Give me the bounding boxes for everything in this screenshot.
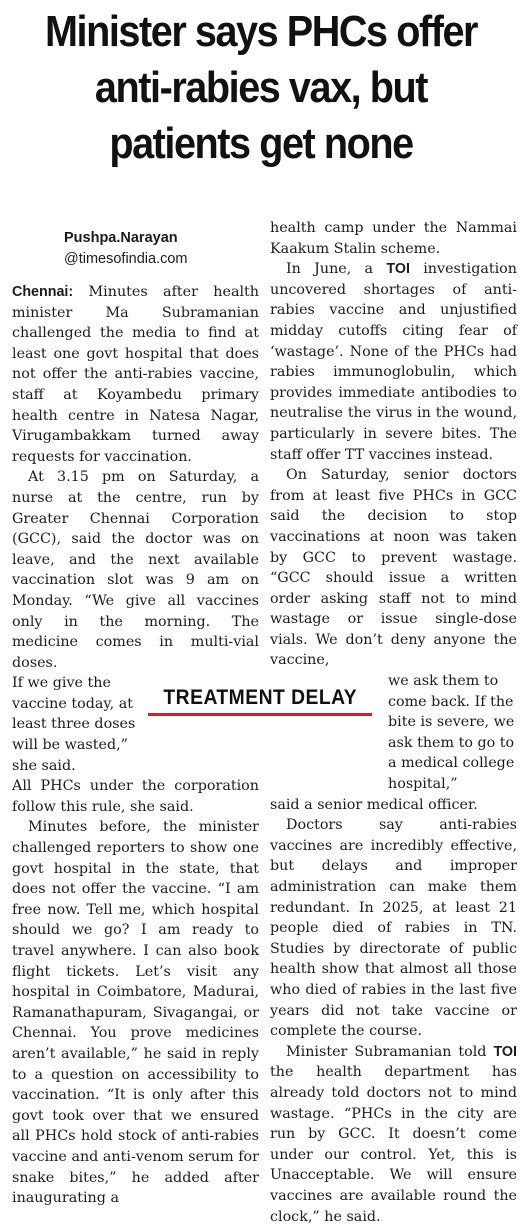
left-paragraph-1: Chennai: Minutes after health minister Ma Subramanian challenged the media to find at least one govt hospital that does not offer the anti-rabies vaccine, staff at Koyambedu primary health centre in Natesa Nagar, Virugambakkam turned away requests for vaccination. (12, 284, 259, 465)
toi-mark: TOI (386, 261, 410, 278)
dateline: Chennai: (12, 284, 74, 300)
right-paragraph-1: In June, a TOI investigation uncovered shortages of anti-rabies vaccine and unjustified midday cutoffs citing fear of ‘wastage’. None of the PHCs had rabies immunoglobulin, which provides immediate antibodies to neutralise the virus in the wound, particularly in severe bites. The staff offer TT vaccines instead. (270, 261, 518, 463)
toi-mark: TOI (493, 1043, 518, 1060)
column-left (12, 282, 259, 1209)
column-right (270, 218, 517, 1227)
left-paragraph-3: All PHCs under the corporation follow this rule, she said. (12, 778, 259, 815)
right-paragraph-4: Minister Subramanian told TOI the health department has already told doctors not to mind wastage. “PHCs in the city are run by GCC. It doesn’t come under our control. Yet, this is Unacceptable. We will ensure vaccines are available round the clock,” he said. (270, 1043, 518, 1225)
left-paragraph-4: Minutes before, the minister challenged reporters to show one govt hospital in the state, that does not offer the vaccine. “I am free now. Tell me, which hospital should we go? I am ready to travel anywhere. I can also book flight tickets. Let’s visit any hospital in Coimbatore, Madurai, Ramanathapuram, Sivagangai, or Chennai. You prove medicines aren’t available,” he said in reply to a question on accessibility to vaccination. “It is only after this govt took over that we ensured all PHCs hold stock of anti-rabies vaccine and anti-venom serum for snake bites,” he added after inaugurating a (12, 819, 259, 1207)
byline-author: Pushpa.Narayan (64, 230, 178, 246)
left-paragraph-2: At 3.15 pm on Saturday, a nurse at the centre, run by Greater Chennai Corporation (GCC), said the doctor was on leave, and the next available vaccination slot was 9 am on Monday. “We give all vaccines only in the morning. The medicine comes in multi-vial doses. (12, 469, 259, 671)
right-paragraph-0: health camp under the Nammai Kaakum Stalin scheme. (270, 220, 517, 257)
right-paragraph-2-wrap: we ask them to come back. If the bite is severe, we ask them to go to a medical college hospital,” (388, 673, 515, 793)
right-paragraph-3: Doctors say anti-rabies vaccines are incredibly effective, but delays and improper administration can make them redundant. In 2025, at least 21 people died of rabies in TN. Studies by directorate of public health show that almost all those who died of rabies in the last five years did not take vaccine or complete the course. (270, 817, 517, 1040)
headline: Minister says PHCs offer anti-rabies vax, but patients get none (45, 7, 478, 168)
right-paragraph-2: On Saturday, senior doctors from at least five PHCs in GCC said the decision to stop vaccinations at noon was taken by GCC to prevent wastage. “GCC should issue a written order asking staff not to mind wastage or issue single-dose vials. We don’t deny anyone the vaccine, (270, 467, 517, 669)
byline (64, 228, 264, 270)
left-paragraph-2-wrap: If we give the vaccine today, at least three doses will be wasted,” she said. (12, 675, 136, 774)
right-paragraph-2-end: said a senior medical officer. (270, 796, 478, 813)
pullquote-rule (148, 713, 372, 716)
byline-handle[interactable]: @timesofindia.com (64, 251, 188, 267)
pullquote: TREATMENT DELAY (163, 685, 357, 709)
pullquote-box (148, 678, 372, 720)
